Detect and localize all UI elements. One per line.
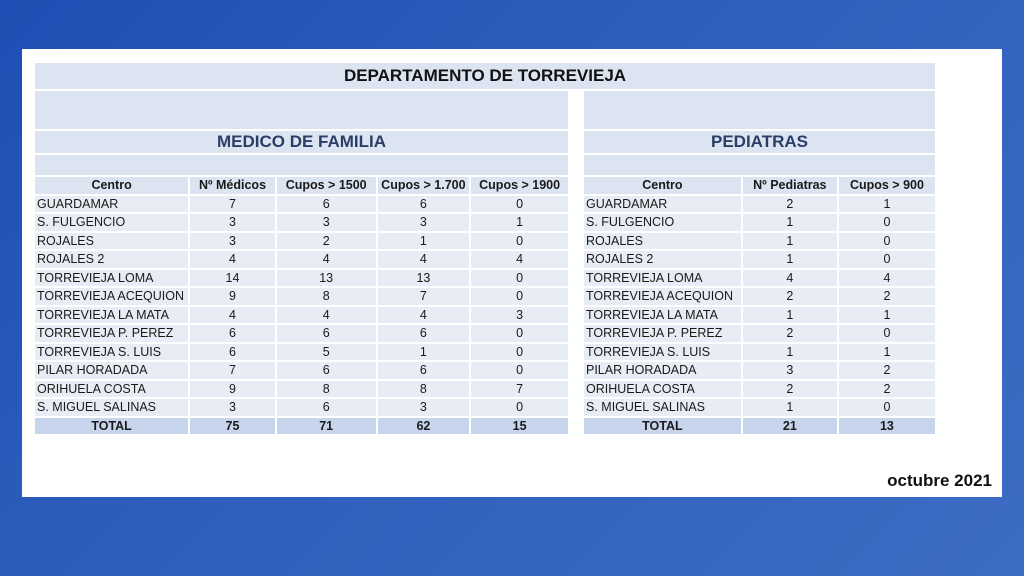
value-cell: 7	[378, 288, 470, 305]
value-cell: 3	[190, 233, 275, 250]
value-cell: 6	[378, 325, 470, 342]
total-row	[584, 418, 935, 435]
table-row	[35, 307, 568, 324]
value-cell: 2	[743, 381, 837, 398]
blank-band-left	[35, 91, 568, 129]
table-row	[35, 344, 568, 361]
value-cell: 1	[471, 214, 568, 231]
value-cell: 1	[839, 196, 935, 213]
medico-header-row	[35, 177, 568, 194]
value-cell: 4	[839, 270, 935, 287]
value-cell: 0	[839, 399, 935, 416]
value-cell: 8	[277, 381, 376, 398]
value-cell: 1	[743, 344, 837, 361]
value-cell: 3	[378, 214, 470, 231]
value-cell: 0	[471, 288, 568, 305]
centro-cell: GUARDAMAR	[35, 196, 188, 213]
value-cell: 1	[743, 251, 837, 268]
total-label: TOTAL	[35, 418, 188, 435]
value-cell: 1	[743, 399, 837, 416]
table-row	[584, 362, 935, 379]
table-row	[584, 399, 935, 416]
medico-column-header: Cupos > 1900	[471, 177, 568, 194]
pediatras-column-header: Nº Pediatras	[743, 177, 837, 194]
value-cell: 1	[378, 233, 470, 250]
spacer-band-left	[35, 155, 568, 175]
value-cell: 0	[839, 214, 935, 231]
date-label: octubre 2021	[887, 471, 992, 490]
table-row	[584, 196, 935, 213]
centro-cell: TORREVIEJA ACEQUION	[584, 288, 741, 305]
value-cell: 0	[839, 233, 935, 250]
value-cell: 0	[471, 362, 568, 379]
value-cell: 8	[378, 381, 470, 398]
total-value: 75	[190, 418, 275, 435]
value-cell: 14	[190, 270, 275, 287]
slide	[22, 49, 1002, 497]
value-cell: 6	[277, 196, 376, 213]
table-row	[35, 381, 568, 398]
table-row	[584, 251, 935, 268]
centro-cell: PILAR HORADADA	[584, 362, 741, 379]
table-row	[584, 270, 935, 287]
table-row	[35, 362, 568, 379]
value-cell: 7	[190, 196, 275, 213]
value-cell: 0	[839, 251, 935, 268]
value-cell: 2	[743, 196, 837, 213]
centro-cell: TORREVIEJA LA MATA	[584, 307, 741, 324]
value-cell: 4	[190, 251, 275, 268]
value-cell: 3	[190, 399, 275, 416]
total-value: 71	[277, 418, 376, 435]
centro-cell: PILAR HORADADA	[35, 362, 188, 379]
table-row	[584, 344, 935, 361]
pediatras-table	[582, 175, 937, 436]
centro-cell: TORREVIEJA ACEQUION	[35, 288, 188, 305]
centro-cell: S. MIGUEL SALINAS	[35, 399, 188, 416]
value-cell: 9	[190, 381, 275, 398]
value-cell: 6	[378, 196, 470, 213]
value-cell: 2	[743, 325, 837, 342]
total-label: TOTAL	[584, 418, 741, 435]
table-row	[584, 307, 935, 324]
value-cell: 0	[471, 399, 568, 416]
centro-cell: TORREVIEJA LOMA	[35, 270, 188, 287]
value-cell: 3	[743, 362, 837, 379]
medico-table	[33, 175, 570, 436]
table-row	[35, 270, 568, 287]
value-cell: 2	[839, 381, 935, 398]
medico-column-header: Centro	[35, 177, 188, 194]
value-cell: 1	[839, 307, 935, 324]
table-row	[584, 381, 935, 398]
value-cell: 6	[277, 399, 376, 416]
value-cell: 1	[743, 214, 837, 231]
total-value: 21	[743, 418, 837, 435]
value-cell: 1	[743, 233, 837, 250]
centro-cell: TORREVIEJA P. PEREZ	[35, 325, 188, 342]
table-row	[35, 251, 568, 268]
value-cell: 3	[190, 214, 275, 231]
centro-cell: TORREVIEJA S. LUIS	[35, 344, 188, 361]
total-value: 13	[839, 418, 935, 435]
centro-cell: ROJALES 2	[35, 251, 188, 268]
value-cell: 6	[277, 362, 376, 379]
value-cell: 7	[471, 381, 568, 398]
medico-column-header: Cupos > 1.700	[378, 177, 470, 194]
total-value: 62	[378, 418, 470, 435]
value-cell: 2	[839, 362, 935, 379]
medico-column-header: Nº Médicos	[190, 177, 275, 194]
value-cell: 3	[378, 399, 470, 416]
value-cell: 9	[190, 288, 275, 305]
centro-cell: ROJALES 2	[584, 251, 741, 268]
value-cell: 3	[471, 307, 568, 324]
centro-cell: TORREVIEJA P. PEREZ	[584, 325, 741, 342]
value-cell: 3	[277, 214, 376, 231]
value-cell: 6	[378, 362, 470, 379]
table-row	[35, 214, 568, 231]
total-row	[35, 418, 568, 435]
value-cell: 1	[743, 307, 837, 324]
centro-cell: S. FULGENCIO	[584, 214, 741, 231]
spacer-band-right	[584, 155, 935, 175]
value-cell: 13	[277, 270, 376, 287]
centro-cell: S. FULGENCIO	[35, 214, 188, 231]
centro-cell: TORREVIEJA LA MATA	[35, 307, 188, 324]
page-title: DEPARTAMENTO DE TORREVIEJA	[35, 63, 935, 89]
centro-cell: ORIHUELA COSTA	[35, 381, 188, 398]
total-value: 15	[471, 418, 568, 435]
table-row	[584, 214, 935, 231]
table-row	[35, 325, 568, 342]
value-cell: 6	[190, 325, 275, 342]
centro-cell: TORREVIEJA LOMA	[584, 270, 741, 287]
value-cell: 6	[190, 344, 275, 361]
centro-cell: ROJALES	[584, 233, 741, 250]
medico-heading: MEDICO DE FAMILIA	[35, 131, 568, 153]
centro-cell: ORIHUELA COSTA	[584, 381, 741, 398]
value-cell: 4	[277, 307, 376, 324]
pediatras-column-header: Cupos > 900	[839, 177, 935, 194]
table-row	[35, 233, 568, 250]
centro-cell: TORREVIEJA S. LUIS	[584, 344, 741, 361]
centro-cell: GUARDAMAR	[584, 196, 741, 213]
value-cell: 4	[190, 307, 275, 324]
value-cell: 0	[471, 270, 568, 287]
pediatras-heading: PEDIATRAS	[584, 131, 935, 153]
pediatras-column-header: Centro	[584, 177, 741, 194]
value-cell: 4	[471, 251, 568, 268]
table-row	[35, 288, 568, 305]
medico-column-header: Cupos > 1500	[277, 177, 376, 194]
value-cell: 4	[743, 270, 837, 287]
value-cell: 6	[277, 325, 376, 342]
value-cell: 8	[277, 288, 376, 305]
value-cell: 13	[378, 270, 470, 287]
value-cell: 5	[277, 344, 376, 361]
value-cell: 4	[378, 251, 470, 268]
table-row	[35, 399, 568, 416]
value-cell: 1	[839, 344, 935, 361]
value-cell: 4	[378, 307, 470, 324]
value-cell: 7	[190, 362, 275, 379]
table-row	[584, 288, 935, 305]
pediatras-header-row	[584, 177, 935, 194]
centro-cell: S. MIGUEL SALINAS	[584, 399, 741, 416]
table-row	[584, 233, 935, 250]
value-cell: 2	[839, 288, 935, 305]
value-cell: 1	[378, 344, 470, 361]
value-cell: 4	[277, 251, 376, 268]
value-cell: 0	[839, 325, 935, 342]
blank-band-right	[584, 91, 935, 129]
value-cell: 2	[743, 288, 837, 305]
value-cell: 0	[471, 325, 568, 342]
table-row	[35, 196, 568, 213]
value-cell: 0	[471, 344, 568, 361]
value-cell: 2	[277, 233, 376, 250]
centro-cell: ROJALES	[35, 233, 188, 250]
table-row	[584, 325, 935, 342]
value-cell: 0	[471, 233, 568, 250]
value-cell: 0	[471, 196, 568, 213]
